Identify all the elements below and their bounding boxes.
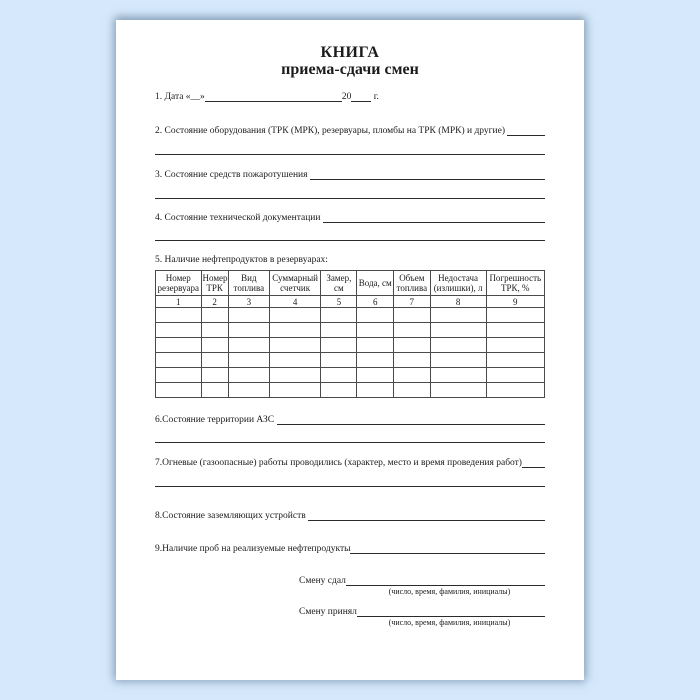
table-empty-cell — [486, 353, 544, 368]
table-column-header: Объем топлива — [394, 271, 431, 296]
field-hot-works — [155, 457, 545, 470]
fire-equipment-blank-line — [310, 169, 545, 180]
tank-inventory-table — [155, 270, 545, 398]
table-empty-cell — [156, 338, 202, 353]
equipment-continuation-line — [155, 154, 545, 155]
table-empty-cell — [321, 338, 357, 353]
hot-works-blank-line — [522, 457, 545, 468]
form-subtitle: приема-сдачи смен — [281, 61, 419, 78]
table-empty-row — [156, 338, 545, 353]
field-fuel-samples — [155, 543, 545, 556]
shift-accepted-line — [357, 606, 545, 617]
date-year-prefix: 20 — [341, 92, 352, 102]
territory-blank-line — [277, 414, 545, 425]
table-empty-cell — [486, 323, 544, 338]
table-empty-cell — [357, 353, 394, 368]
shift-accepted-row — [299, 606, 545, 618]
table-empty-cell — [321, 383, 357, 398]
table-column-number: 6 — [357, 296, 394, 308]
table-empty-row — [156, 308, 545, 323]
table-empty-cell — [269, 368, 320, 383]
table-empty-cell — [394, 308, 431, 323]
table-empty-cell — [269, 323, 320, 338]
field-grounding-state — [155, 510, 545, 523]
table-empty-cell — [430, 353, 486, 368]
table-empty-cell — [269, 308, 320, 323]
table-empty-cell — [228, 368, 269, 383]
field-equipment-state — [155, 125, 545, 138]
table-empty-row — [156, 323, 545, 338]
table-empty-cell — [156, 383, 202, 398]
table-empty-cell — [201, 353, 228, 368]
table-empty-cell — [321, 368, 357, 383]
field-date-label: 1. Дата «__» — [155, 92, 205, 102]
table-empty-cell — [321, 353, 357, 368]
shift-handed-over-caption: (число, время, фамилия, инициалы) — [388, 587, 511, 596]
fuel-samples-blank-line — [350, 543, 545, 554]
tank-table-body — [156, 308, 545, 398]
shift-handed-over-line — [346, 575, 545, 586]
table-empty-cell — [201, 338, 228, 353]
signature-block — [299, 575, 545, 628]
equipment-blank-line — [507, 125, 545, 136]
form-title: КНИГА — [320, 44, 380, 61]
table-column-header: Замер, см — [321, 271, 357, 296]
field-fuel-samples-label: 9.Наличие проб на реализуемые нефтепродукты — [155, 544, 351, 554]
table-empty-cell — [228, 338, 269, 353]
table-empty-cell — [269, 383, 320, 398]
hot-works-continuation-line — [155, 486, 545, 487]
fire-equipment-continuation-line — [155, 198, 545, 199]
table-column-header: Вода, см — [357, 271, 394, 296]
table-column-number: 9 — [486, 296, 544, 308]
field-date — [155, 91, 545, 104]
table-empty-cell — [486, 308, 544, 323]
table-empty-cell — [394, 338, 431, 353]
table-column-header: Номер резервуара — [156, 271, 202, 296]
territory-continuation-line — [155, 442, 545, 443]
shift-accepted-label: Смену принял — [299, 607, 357, 617]
documentation-continuation-line — [155, 240, 545, 241]
table-column-header: Недостача (излишки), л — [430, 271, 486, 296]
date-year-suffix: г. — [371, 92, 379, 102]
shift-handed-over-row — [299, 575, 545, 587]
table-empty-cell — [486, 383, 544, 398]
table-empty-cell — [269, 353, 320, 368]
table-empty-cell — [228, 323, 269, 338]
table-column-number: 5 — [321, 296, 357, 308]
field-fire-equipment-state — [155, 169, 545, 182]
field-territory-state — [155, 414, 545, 427]
table-empty-cell — [156, 323, 202, 338]
grounding-blank-line — [308, 510, 545, 521]
date-blank-line — [205, 91, 342, 102]
table-empty-cell — [394, 368, 431, 383]
table-empty-cell — [357, 383, 394, 398]
table-empty-cell — [228, 308, 269, 323]
table-empty-cell — [228, 383, 269, 398]
table-empty-cell — [156, 353, 202, 368]
table-empty-cell — [357, 368, 394, 383]
table-column-number: 1 — [156, 296, 202, 308]
table-empty-cell — [357, 308, 394, 323]
table-empty-row — [156, 383, 545, 398]
table-empty-cell — [394, 323, 431, 338]
date-year-blank-line — [351, 91, 371, 102]
table-column-number: 4 — [269, 296, 320, 308]
table-column-number: 7 — [394, 296, 431, 308]
field-documentation-state — [155, 212, 545, 225]
table-empty-cell — [321, 323, 357, 338]
table-empty-cell — [394, 353, 431, 368]
field-hot-works-label: 7.Огневые (газоопасные) работы проводились (характер, место и время проведения работ) — [155, 458, 522, 468]
table-column-number: 8 — [430, 296, 486, 308]
table-empty-row — [156, 353, 545, 368]
form-page — [116, 20, 584, 680]
table-empty-cell — [486, 368, 544, 383]
table-empty-cell — [486, 338, 544, 353]
field-fire-equipment-label: 3. Состояние средств пожаротушения — [155, 170, 310, 180]
shift-accepted-caption: (число, время, фамилия, инициалы) — [388, 618, 511, 627]
table-empty-row — [156, 368, 545, 383]
shift-handed-over-label: Смену сдал — [299, 576, 346, 586]
table-empty-cell — [430, 338, 486, 353]
table-empty-cell — [201, 308, 228, 323]
field-territory-label: 6.Состояние территории АЗС — [155, 415, 277, 425]
table-empty-cell — [321, 308, 357, 323]
table-empty-cell — [228, 353, 269, 368]
table-empty-cell — [430, 383, 486, 398]
table-column-header: Номер ТРК — [201, 271, 228, 296]
table-empty-cell — [357, 323, 394, 338]
table-empty-cell — [156, 368, 202, 383]
documentation-blank-line — [323, 212, 545, 223]
table-column-header: Вид топлива — [228, 271, 269, 296]
table-empty-cell — [430, 368, 486, 383]
table-empty-cell — [201, 383, 228, 398]
table-column-header: Погрешность ТРК, % — [486, 271, 544, 296]
table-empty-cell — [201, 368, 228, 383]
table-empty-cell — [156, 308, 202, 323]
table-column-header: Суммарный счетчик — [269, 271, 320, 296]
table-empty-cell — [430, 308, 486, 323]
table-empty-cell — [269, 338, 320, 353]
field-documentation-label: 4. Состояние технической документации — [155, 213, 323, 223]
table-column-number: 3 — [228, 296, 269, 308]
field-grounding-label: 8.Состояние заземляющих устройств — [155, 511, 309, 521]
tank-table-number-row — [156, 296, 545, 308]
table-empty-cell — [394, 383, 431, 398]
table-empty-cell — [430, 323, 486, 338]
field-equipment-label: 2. Состояние оборудования (ТРК (МРК), резервуары, пломбы на ТРК (МРК) и другие) — [155, 126, 508, 136]
table-empty-cell — [201, 323, 228, 338]
tank-table-header-row — [156, 271, 545, 296]
table-column-number: 2 — [201, 296, 228, 308]
table-empty-cell — [357, 338, 394, 353]
tank-table-caption: 5. Наличие нефтепродуктов в резервуарах: — [155, 255, 328, 265]
